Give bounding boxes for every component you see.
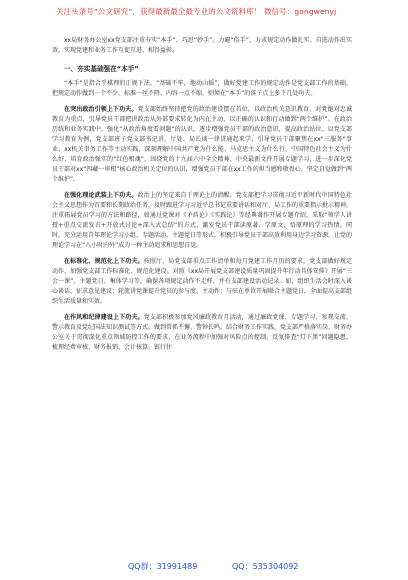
paragraph-text: 政治上的坚定来自于理论上的清醒。党支部把学习贯彻习近平新时代中国特色社会主义思想作为首要和长期政治任务，及时跟进学习习近平总书记重要讲话和对厅、局工作的重要指示批示精神。注重拓展党员学习的方法和路径，如通过党课对《矛盾论》《实践论》等经典著作开展专题介绍，采取“领学人讲授+重点交流发言+开放式讨论+深入式总结”的方式，激发党员干部读原著、学原文、悟原理的学习热情。同时，充分运用青年理论学习小组、专题活动、主题党日等形式，积极引导党员干部高效利用身边学习资源，让党的理论学习在“八小时内外”成为一种主动追求和思想自觉。 xyxy=(52,192,353,249)
promo-banner xyxy=(0,0,408,30)
body-paragraph xyxy=(52,257,352,307)
paragraph-text: 党支部积极参加党风廉政教育月活动，通过廉政党课、专题学习、参观交流、警示教育及党纪国法知识测试等方式，做到常抓不懈、警钟长鸣。结合财务工作实践，党支部严格落实岗、财务办公室关于贯彻深化重点领域防控工作的要求，在业务流程中加强对风险点的控制，反复排查“灯下黑”问题隐患，梳理经费审核、财务报销、会计核算，银行往 xyxy=(52,314,353,351)
paragraph-text: 党支部始终坚持把党的政治建设摆在首位，以政治机关意识教育，对党绝对忠诚教育为重点，引导党员干部把讲政治从外部要求转化为内在主动，以正确的认识和行动做到“两个维护”。在政治历练和业务实践中，强化“从政治角度看问题”的认识，逐步增强党员干部的政治意识，提高政治站位。以党支部学习教育为例，党支部班子党支部书记讲，厅处、局长谈一律贯通起来学，引导党员干部聚焦在xx“三服务”事业、xx机关事务工作等主动实践，深刻理解中国共产党为什么能、马克思主义为什么行、中国特色社会主义为什么好，培育政治强实的“红色根魂”。围绕党的十九届六中全会精神、中央最新文件开展专题学习，进一步深化党员干部对xx“四藏一串根”核心政治机关定位的认识，增强党员干部在xx工作的担当感和敬畏心，坚定自觉做到“两个维护”。 xyxy=(52,106,352,183)
paragraph-lead: 在作风和纪律建设上下功夫。 xyxy=(64,314,144,321)
section-intro-paragraph: “本手”是指合乎棋理的正规下法。“基础不牢，地动山摇”，做好党建工作的规定动作是党支部工作的基础，把规定动作做到一个不少，标准一丝不降、内容一点不缩，则须在“本手”的落子点上多下几处功夫。 xyxy=(52,80,352,97)
paragraph-lead: 在标准化、规范化上下功夫。 xyxy=(64,258,144,265)
body-paragraph xyxy=(52,105,352,185)
section-heading: 一、夯实基础强在“本手” xyxy=(64,65,139,73)
intro-paragraph: xx局财务办公室xx党支部注重夯实“本手”、巧思“妙手”、力避“俗手”，力求规定动作做扎实、自选动作出实效，实现党建和业务工作互促互进、相得益彰。 xyxy=(52,37,352,54)
paragraph-lead: 在强化理论武装上下功夫。 xyxy=(64,192,138,199)
contact-footer xyxy=(0,557,408,577)
qq-group-number: QQ群：31991489 xyxy=(128,562,198,571)
body-paragraph xyxy=(52,313,352,353)
qq-number: QQ：535304092 xyxy=(232,562,299,571)
paragraph-lead: 在突出政治引领上下功夫。 xyxy=(64,106,138,113)
promo-banner-text: 关注头条号“公文研究”，获得最新最全最专业的公文资料库！ 微信号：gongwenyj xyxy=(56,7,337,16)
body-paragraph xyxy=(52,191,352,251)
paragraph-text: 按照厅、局党支部重点工作清单和每月党建工作月历的要求，党支部做好规定动作，加强党支部工作标准化、规范化建设。对照《xx局开展党支部建设质量巩固提升年行动具体安排》开展“三会一课”、主题党日、集体学习等，确保各项规定动作不走样，并有支部建设活动记录。如，组织生活会时深入谈心谈话、征求意见建议；轮流讲党课提升党员的参与度，主动性；与驻在单位开展联合主题党日，全面提高支部组织生活质量和实效。 xyxy=(52,258,353,305)
document-body xyxy=(52,36,352,359)
